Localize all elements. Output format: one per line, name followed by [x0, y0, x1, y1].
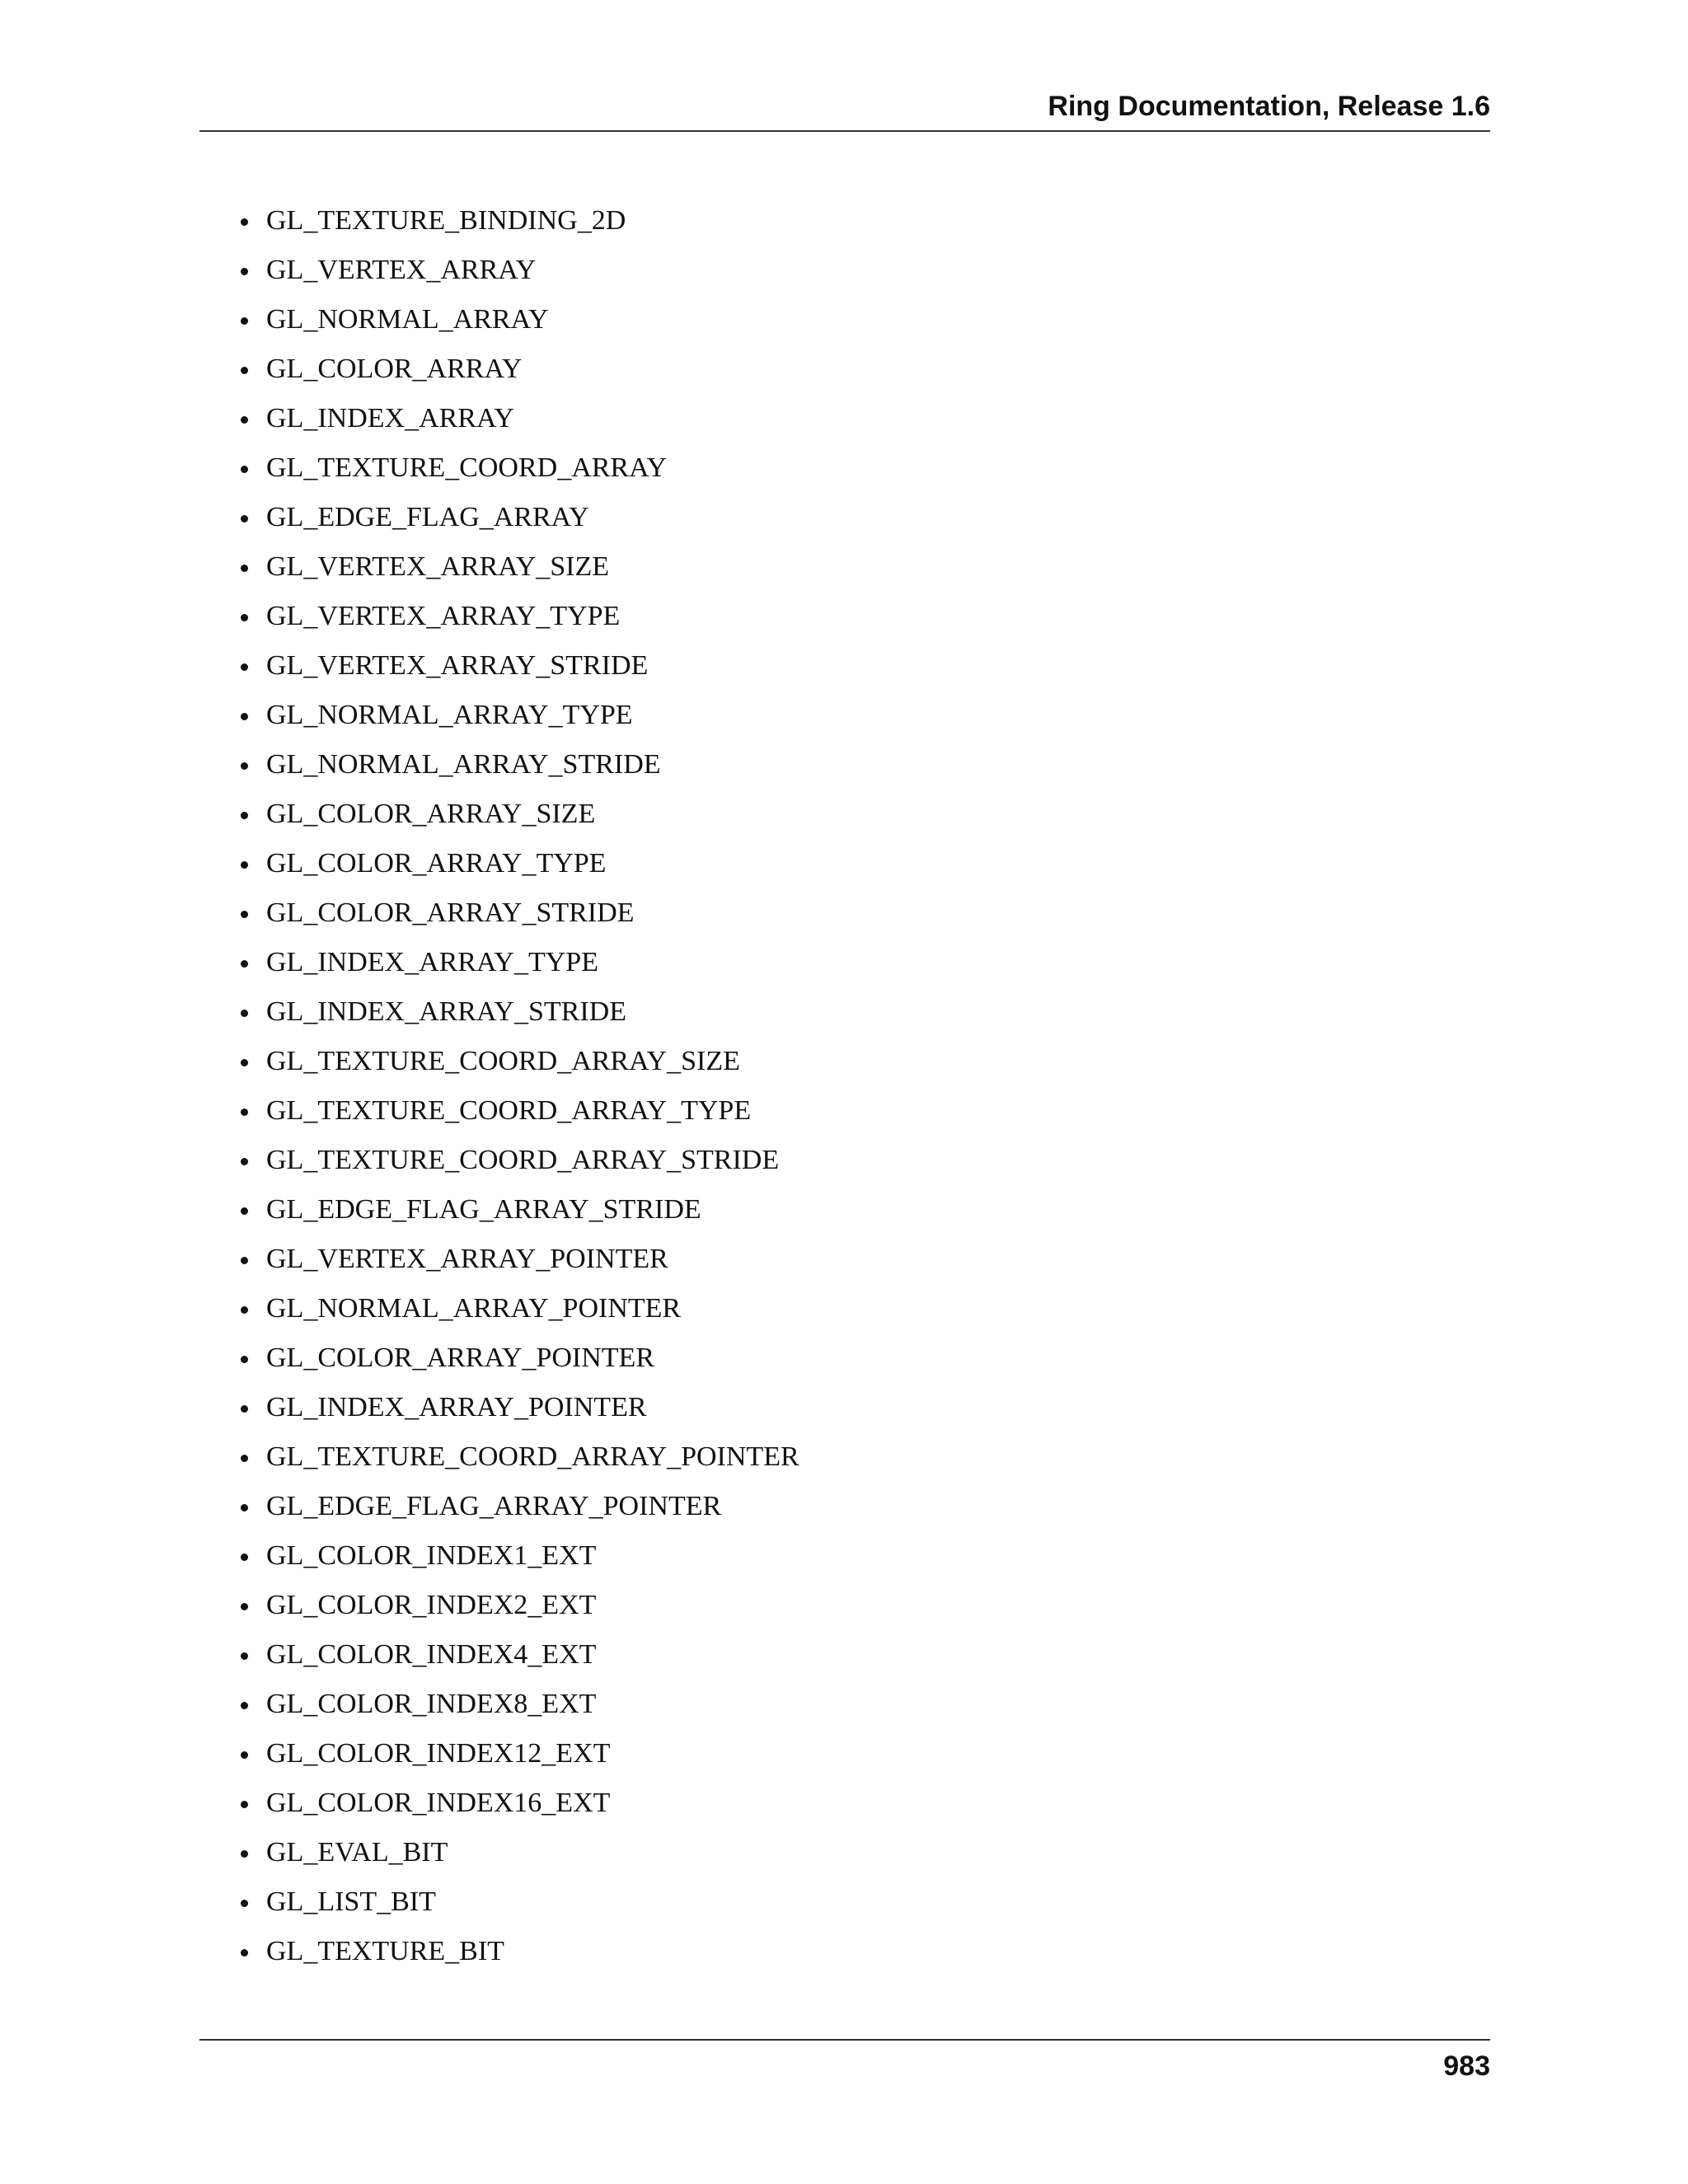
- list-item: [241, 1531, 799, 1581]
- list-item-text: GL_COLOR_ARRAY_TYPE: [266, 848, 607, 879]
- bullet-icon: [241, 1949, 248, 1957]
- bullet-icon: [241, 1158, 248, 1165]
- list-item-text: GL_VERTEX_ARRAY_STRIDE: [266, 650, 649, 681]
- list-item-text: GL_TEXTURE_BIT: [266, 1936, 504, 1966]
- list-item: [241, 987, 799, 1037]
- list-item: [241, 344, 799, 394]
- bullet-icon: [241, 1554, 248, 1561]
- bullet-icon: [241, 1108, 248, 1116]
- bullet-icon: [241, 1207, 248, 1215]
- list-item-text: GL_COLOR_INDEX16_EXT: [266, 1788, 611, 1818]
- list-item-text: GL_EDGE_FLAG_ARRAY_POINTER: [266, 1491, 722, 1521]
- bullet-icon: [241, 317, 248, 325]
- list-item-text: GL_COLOR_ARRAY_STRIDE: [266, 898, 635, 928]
- list-item-text: GL_COLOR_INDEX4_EXT: [266, 1639, 597, 1670]
- list-item-text: GL_NORMAL_ARRAY_POINTER: [266, 1293, 682, 1324]
- list-item-text: GL_INDEX_ARRAY: [266, 403, 514, 434]
- list-item-text: GL_COLOR_ARRAY_SIZE: [266, 799, 596, 829]
- list-item-text: GL_EDGE_FLAG_ARRAY: [266, 502, 589, 532]
- list-item: [241, 1729, 799, 1779]
- list-item: [241, 1432, 799, 1482]
- list-item: [241, 1630, 799, 1680]
- bullet-icon: [241, 1652, 248, 1660]
- list-item: [241, 295, 799, 344]
- list-item: [241, 1383, 799, 1432]
- bullet-icon: [241, 1603, 248, 1610]
- list-item: [241, 1136, 799, 1185]
- document-title: Ring Documentation, Release 1.6: [1048, 91, 1490, 122]
- list-item-text: GL_LIST_BIT: [266, 1886, 436, 1917]
- bullet-icon: [241, 1356, 248, 1363]
- list-item-text: GL_EVAL_BIT: [266, 1837, 448, 1868]
- list-item-text: GL_COLOR_INDEX12_EXT: [266, 1738, 611, 1769]
- list-item-text: GL_COLOR_INDEX8_EXT: [266, 1689, 597, 1719]
- list-item-text: GL_TEXTURE_COORD_ARRAY_POINTER: [266, 1441, 799, 1472]
- list-item: [241, 1877, 799, 1927]
- list-item: [241, 888, 799, 938]
- bullet-icon: [241, 1850, 248, 1858]
- bullet-icon: [241, 812, 248, 819]
- page-number: 983: [1443, 2050, 1490, 2082]
- list-item-text: GL_COLOR_INDEX2_EXT: [266, 1590, 597, 1620]
- list-item-text: GL_VERTEX_ARRAY: [266, 255, 537, 285]
- list-item-text: GL_TEXTURE_COORD_ARRAY: [266, 452, 668, 483]
- list-item-text: GL_NORMAL_ARRAY_TYPE: [266, 700, 633, 730]
- list-item: [241, 493, 799, 542]
- list-item-text: GL_INDEX_ARRAY_TYPE: [266, 947, 598, 977]
- bullet-icon: [241, 466, 248, 473]
- list-item-text: GL_TEXTURE_COORD_ARRAY_STRIDE: [266, 1145, 780, 1175]
- list-item: [241, 790, 799, 839]
- list-item: [241, 839, 799, 888]
- bullet-icon: [241, 861, 248, 869]
- bullet-icon: [241, 1257, 248, 1264]
- bullet-icon: [241, 713, 248, 720]
- list-item: [241, 1581, 799, 1630]
- list-item: [241, 246, 799, 295]
- bullet-icon: [241, 515, 248, 523]
- list-item: [241, 394, 799, 443]
- bullet-icon: [241, 1801, 248, 1808]
- list-item: [241, 740, 799, 790]
- constant-list: [241, 196, 799, 1976]
- list-item-text: GL_VERTEX_ARRAY_SIZE: [266, 551, 610, 582]
- list-item: [241, 1927, 799, 1976]
- list-item: [241, 196, 799, 246]
- bullet-icon: [241, 762, 248, 770]
- bullet-icon: [241, 218, 248, 226]
- bullet-icon: [241, 1900, 248, 1907]
- list-item: [241, 1828, 799, 1877]
- list-item-text: GL_COLOR_INDEX1_EXT: [266, 1540, 597, 1571]
- bullet-icon: [241, 960, 248, 968]
- list-item: [241, 1185, 799, 1235]
- list-item: [241, 592, 799, 641]
- list-item: [241, 1284, 799, 1333]
- list-item-text: GL_COLOR_ARRAY_POINTER: [266, 1343, 655, 1373]
- bullet-icon: [241, 911, 248, 918]
- list-item-text: GL_NORMAL_ARRAY: [266, 304, 549, 335]
- bullet-icon: [241, 416, 248, 424]
- list-item-text: GL_NORMAL_ARRAY_STRIDE: [266, 749, 661, 780]
- bullet-icon: [241, 1405, 248, 1413]
- list-item-text: GL_EDGE_FLAG_ARRAY_STRIDE: [266, 1194, 701, 1225]
- page-footer: [199, 2039, 1490, 2082]
- list-item: [241, 1037, 799, 1086]
- list-item: [241, 1680, 799, 1729]
- list-item-text: GL_INDEX_ARRAY_STRIDE: [266, 996, 626, 1027]
- list-item-text: GL_TEXTURE_COORD_ARRAY_SIZE: [266, 1046, 740, 1076]
- list-item: [241, 691, 799, 740]
- list-item: [241, 1482, 799, 1531]
- list-item-text: GL_INDEX_ARRAY_POINTER: [266, 1392, 647, 1422]
- bullet-icon: [241, 1751, 248, 1759]
- bullet-icon: [241, 1455, 248, 1462]
- bullet-icon: [241, 1010, 248, 1017]
- list-item: [241, 1333, 799, 1383]
- bullet-icon: [241, 565, 248, 572]
- bullet-icon: [241, 663, 248, 671]
- bullet-icon: [241, 1504, 248, 1511]
- page-header: [199, 89, 1490, 132]
- list-item: [241, 1779, 799, 1828]
- list-item: [241, 641, 799, 691]
- bullet-icon: [241, 268, 248, 275]
- bullet-icon: [241, 1306, 248, 1314]
- bullet-icon: [241, 614, 248, 621]
- list-item: [241, 1235, 799, 1284]
- list-item-text: GL_TEXTURE_COORD_ARRAY_TYPE: [266, 1095, 752, 1126]
- list-item: [241, 443, 799, 493]
- list-item: [241, 1086, 799, 1136]
- list-item: [241, 938, 799, 987]
- list-item-text: GL_COLOR_ARRAY: [266, 354, 523, 384]
- bullet-icon: [241, 1702, 248, 1709]
- bullet-icon: [241, 1059, 248, 1066]
- list-item-text: GL_VERTEX_ARRAY_POINTER: [266, 1244, 668, 1274]
- list-item-text: GL_TEXTURE_BINDING_2D: [266, 205, 626, 236]
- list-item-text: GL_VERTEX_ARRAY_TYPE: [266, 601, 621, 631]
- bullet-icon: [241, 367, 248, 374]
- list-item: [241, 542, 799, 592]
